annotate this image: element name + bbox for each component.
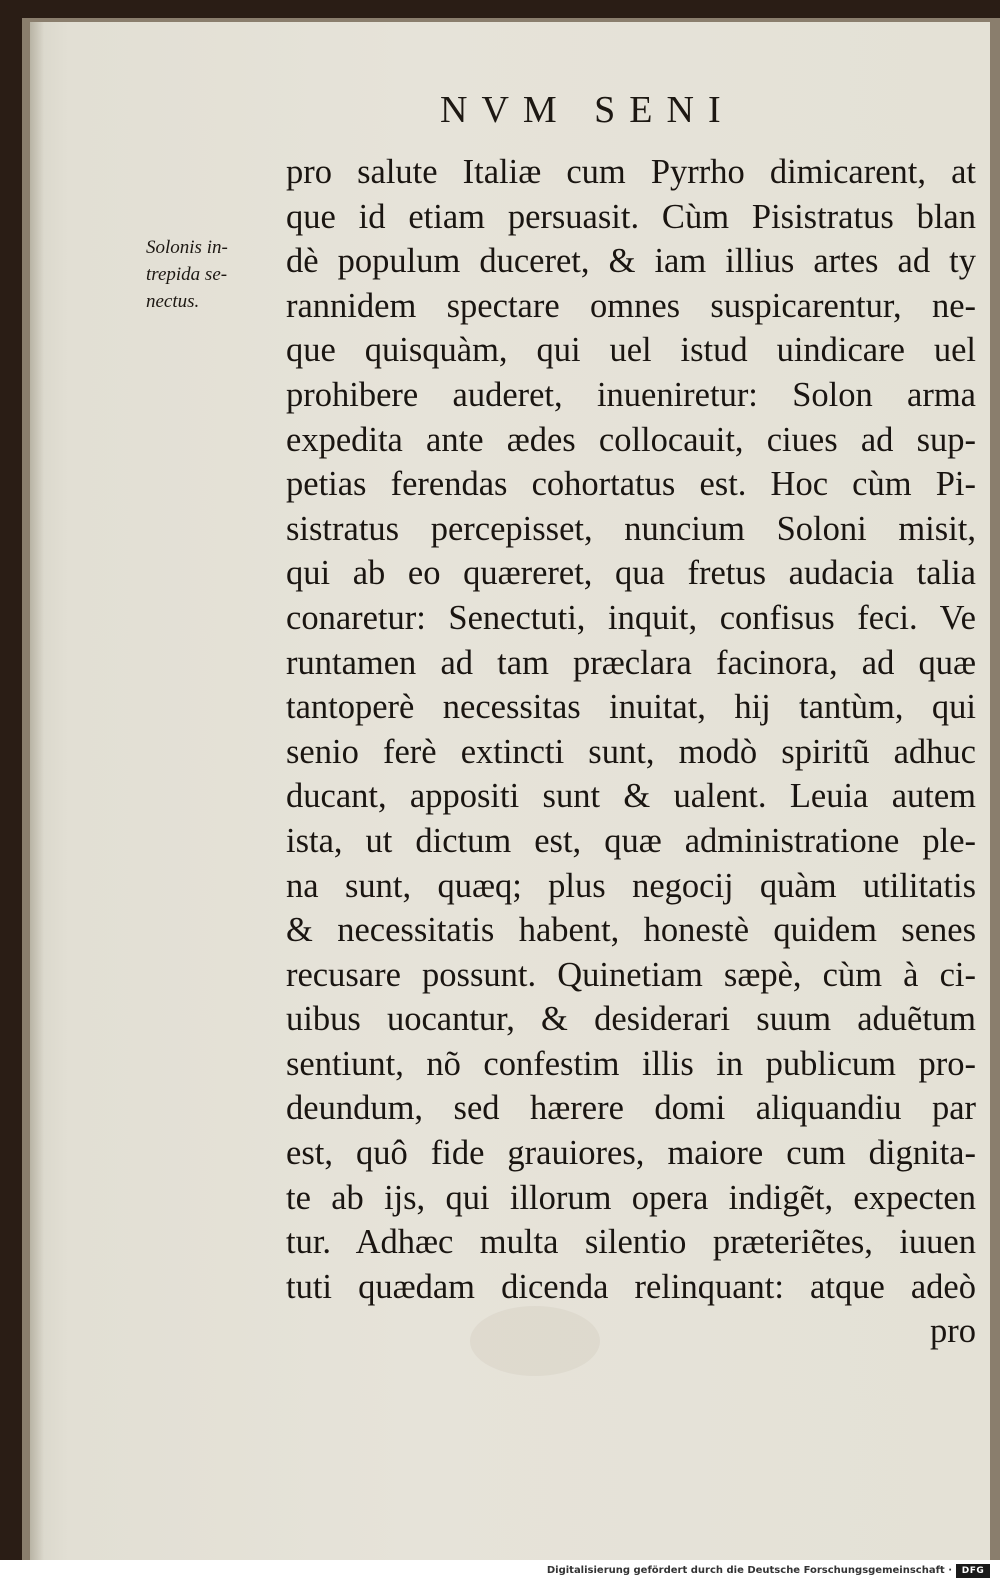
text-line: senio ferè extincti sunt, modò spiritũ adhuc (286, 732, 976, 771)
text-line: sentiunt, nõ confestim illis in publicum pro- (286, 1044, 976, 1083)
dfg-logo-icon: DFG (956, 1564, 990, 1578)
text-line: tur. Adhæc multa silentio præteriẽtes, iuuen (286, 1223, 976, 1262)
running-head: NVM SENI (440, 89, 735, 131)
text-line: rannidem spectare omnes suspicarentur, ne- (286, 286, 976, 325)
text-line: te ab ĳs, qui illorum opera indigẽt, expecten (286, 1178, 976, 1217)
text-line: ista, ut dictum est, quæ administratione ple- (286, 821, 976, 860)
marginal-note-line: Solonis in- (146, 237, 228, 258)
text-line: pro salute Italiæ cum Pyrrho dimicarent, at (286, 153, 976, 191)
funding-credit: Digitalisierung gefördert durch die Deutsche Forschungsgemeinschaft · (546, 1565, 952, 1576)
marginal-note-line: trepida se- (146, 264, 228, 285)
text-line: ducant, appositi sunt & ualent. Leuia autem (286, 777, 976, 816)
text-line: expedita ante ædes collocauit, ciues ad sup- (286, 420, 976, 459)
footer-bar (0, 1561, 1000, 1584)
text-line: tuti quædam dicenda relinquant: atque adeò (286, 1267, 976, 1306)
text-line: que id etiam persuasit. Cùm Pisistratus blan (286, 197, 976, 236)
body-text (286, 150, 976, 1354)
text-line: dè populum duceret, & iam illius artes ad ty (286, 242, 976, 281)
book-page (30, 22, 990, 1560)
text-line: uibus uocantur, & desiderari suum aduẽtum (286, 1000, 976, 1039)
text-line: & necessitatis habent, honestè quidem senes (286, 911, 976, 950)
text-line: sistratus percepisset, nuncium Soloni misit, (286, 509, 976, 548)
text-line: recusare possunt. Quinetiam sæpè, cùm à ci- (286, 955, 976, 994)
marginal-note-line: nectus. (146, 291, 200, 312)
text-line: na sunt, quæq; plus negocĳ quàm utilitatis (286, 866, 976, 905)
text-line: qui ab eo quæreret, qua fretus audacia talia (286, 554, 976, 593)
text-line: conaretur: Senectuti, inquit, confisus feci. Ve (286, 598, 976, 637)
text-line: runtamen ad tam præclara facinora, ad quæ (286, 643, 976, 682)
text-line: que quisquàm, qui uel istud uindicare uel (286, 331, 976, 370)
text-line: deundum, sed hærere domi aliquandiu par (286, 1089, 976, 1128)
text-line: tantoperè necessitas inuitat, hĳ tantùm, qui (286, 688, 976, 727)
catchword: pro (930, 1312, 976, 1351)
text-line: petias ferendas cohortatus est. Hoc cùm Pi- (286, 465, 976, 504)
marginal-note (146, 234, 270, 315)
text-line: prohibere auderet, inueniretur: Solon arma (286, 375, 976, 414)
text-line: est, quô fide grauiores, maiore cum dignita- (286, 1134, 976, 1173)
